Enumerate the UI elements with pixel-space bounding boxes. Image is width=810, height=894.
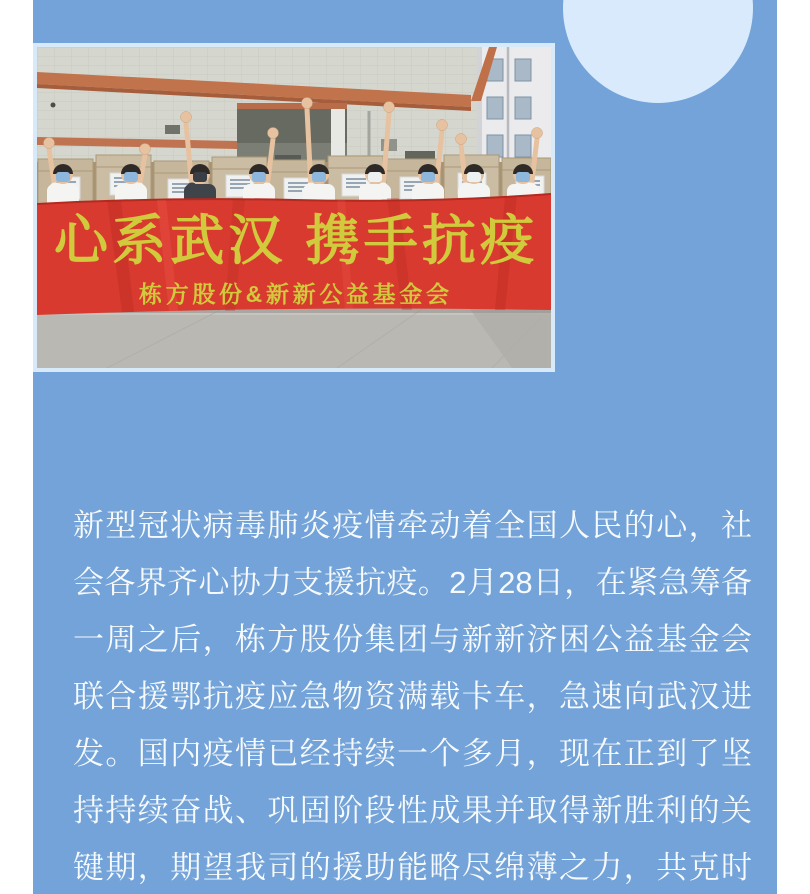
paragraph-line: 会各界齐心协力支援抗疫。2月28日，在紧急筹备	[73, 565, 752, 600]
red-banner	[37, 194, 551, 315]
article-paragraph	[73, 497, 752, 894]
paragraph-line: 发。国内疫情已经持续一个多月，现在正到了坚	[73, 736, 752, 771]
decorative-circle	[563, 0, 753, 103]
paragraph-line: 联合援鄂抗疫应急物资满载卡车，急速向武汉进	[73, 679, 752, 714]
paragraph-line: 新型冠状病毒肺炎疫情牵动着全国人民的心，社	[73, 508, 752, 543]
banner-subtitle: 栋方股份&新新公益基金会	[139, 281, 449, 307]
paragraph-line: 键期，期望我司的援助能略尽绵薄之力，共克时	[73, 850, 752, 885]
article-content-column	[33, 0, 777, 894]
paragraph-line: 持持续奋战、巩固阶段性成果并取得新胜利的关	[73, 793, 752, 828]
photo-illustration	[37, 47, 551, 368]
banner-title: 心系武汉 携手抗疫	[54, 211, 534, 271]
ground	[37, 305, 551, 368]
paragraph-line: 一周之后，栋方股份集团与新新济困公益基金会	[73, 622, 752, 657]
donation-group-photo	[33, 43, 555, 372]
